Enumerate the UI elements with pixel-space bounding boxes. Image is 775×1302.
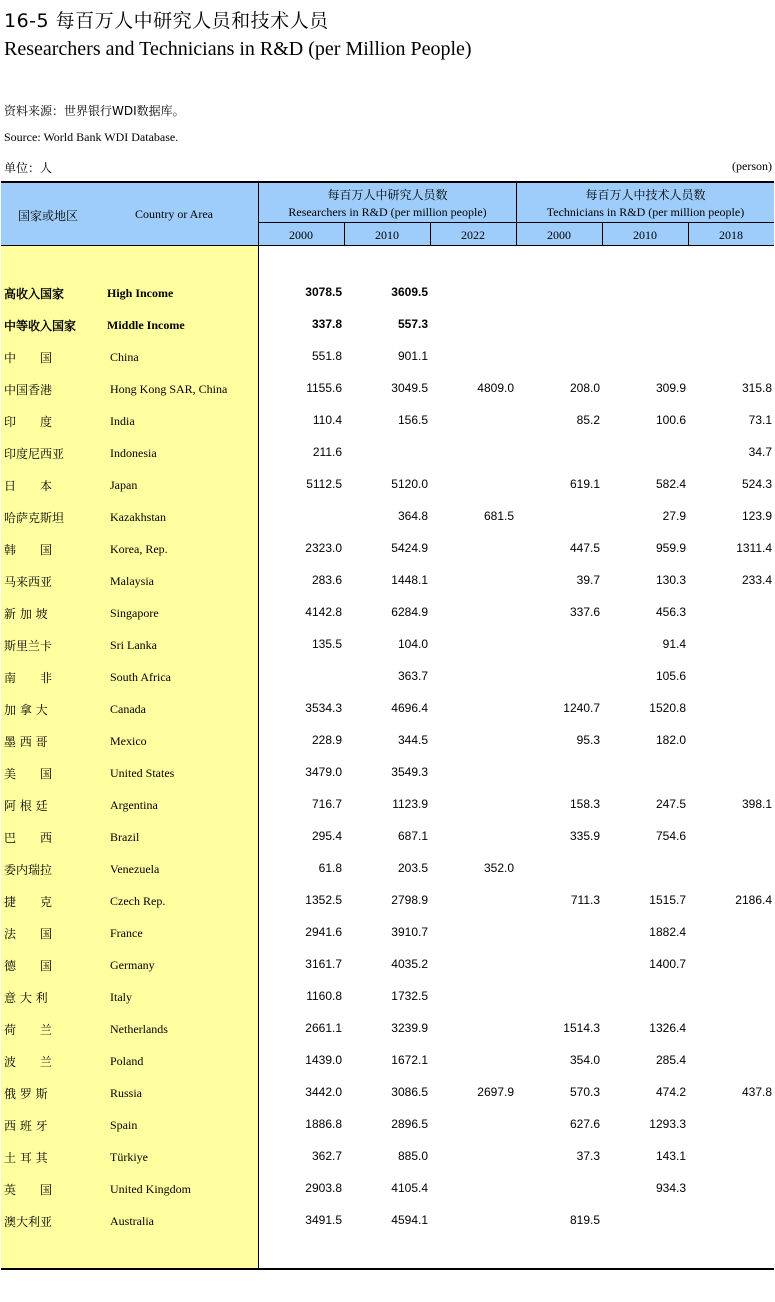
value-cell: 61.8 [318,861,342,875]
value-cell: 352.0 [483,861,514,875]
country-name-cn: 中 国 [4,351,53,365]
value-cell: 4105.4 [391,1181,428,1195]
value-cell: 364.8 [397,509,428,523]
value-cell: 959.9 [655,541,686,555]
header-researchers-cn: 每百万人中研究人员数 [327,188,448,202]
table-row [0,342,775,374]
value-cell: 1400.7 [649,957,686,971]
country-name-cn: 捷 克 [4,895,53,909]
value-cell: 3239.9 [391,1021,428,1035]
table-row [0,1014,775,1046]
table-row [0,726,775,758]
country-name-en: France [110,926,143,940]
country-name-en: India [110,414,135,428]
table-row [0,598,775,630]
country-name-cn: 日 本 [4,479,53,493]
table-row [0,1046,775,1078]
value-cell: 2697.9 [477,1085,514,1099]
country-name-cn: 巴 西 [4,831,53,845]
value-cell: 3086.5 [391,1085,428,1099]
value-cell: 337.6 [569,605,600,619]
country-name-cn: 印度尼西亚 [4,447,65,461]
table-row [0,502,775,534]
value-cell: 335.9 [569,829,600,843]
table-row [0,406,775,438]
table-row [0,438,775,470]
value-cell: 398.1 [741,797,772,811]
value-cell: 1886.8 [305,1117,342,1131]
country-name-cn: 法 国 [4,927,53,941]
country-name-en: Malaysia [110,574,154,588]
value-cell: 1882.4 [649,925,686,939]
value-cell: 819.5 [569,1213,600,1227]
value-cell: 285.4 [655,1053,686,1067]
value-cell: 6284.9 [391,605,428,619]
table-row [0,1206,775,1238]
country-name-cn: 澳大利亚 [4,1215,53,1229]
country-name-cn: 委内瑞拉 [4,863,53,877]
country-name-en: Venezuela [110,862,160,876]
value-cell: 211.6 [312,445,342,459]
header-year: 2010 [633,228,657,242]
country-name-cn: 南 非 [4,671,53,685]
table-row [0,1142,775,1174]
value-cell: 1326.4 [649,1021,686,1035]
value-cell: 5424.9 [391,541,428,555]
value-cell: 3534.3 [305,701,342,715]
country-name-en: Australia [110,1214,154,1228]
value-cell: 1160.8 [306,989,342,1003]
table-row [0,374,775,406]
value-cell: 3049.5 [391,381,428,395]
value-cell: 123.9 [741,509,772,523]
table-top-border [1,181,774,183]
value-cell: 437.8 [741,1085,772,1099]
country-name-cn: 俄 罗 斯 [4,1087,48,1101]
value-cell: 3078.5 [305,285,342,299]
table-row [0,278,775,310]
value-cell: 557.3 [397,317,428,331]
table-row [0,790,775,822]
value-cell: 295.4 [311,829,342,843]
value-cell: 91.4 [662,637,686,651]
value-cell: 1732.5 [391,989,428,1003]
country-name-en: Middle Income [107,318,185,332]
header-bottom-border [1,245,774,246]
table-row [0,1174,775,1206]
value-cell: 100.6 [655,413,686,427]
value-cell: 3910.7 [391,925,428,939]
value-cell: 1672.1 [391,1053,428,1067]
table-row [0,1110,775,1142]
country-name-en: China [110,350,139,364]
country-name-cn: 加 拿 大 [4,703,48,717]
country-name-cn: 斯里兰卡 [4,639,53,653]
value-cell: 1240.7 [563,701,600,715]
country-name-cn: 美 国 [4,767,53,781]
value-cell: 37.3 [576,1149,600,1163]
value-cell: 2661.1 [305,1021,342,1035]
value-cell: 3161.7 [305,957,342,971]
country-name-en: Netherlands [110,1022,168,1036]
page-title-cn: 16-5 每百万人中研究人员和技术人员 [4,10,329,32]
country-name-en: Kazakhstan [110,510,166,524]
value-cell: 524.3 [741,477,772,491]
header-year: 2000 [547,228,571,242]
table-row [0,982,775,1014]
value-cell: 110.4 [312,413,342,427]
table-row [0,822,775,854]
value-cell: 1520.8 [649,701,686,715]
value-cell: 627.6 [569,1117,600,1131]
header-technicians-group [517,186,774,220]
value-cell: 5112.5 [306,477,342,491]
value-cell: 362.7 [311,1149,342,1163]
value-cell: 105.6 [655,669,686,683]
value-cell: 582.4 [655,477,686,491]
country-name-en: Canada [110,702,146,716]
value-cell: 3491.5 [305,1213,342,1227]
value-cell: 1123.9 [392,797,428,811]
value-cell: 474.2 [655,1085,686,1099]
value-cell: 315.8 [741,381,772,395]
header-technicians-cn: 每百万人中技术人员数 [585,188,706,202]
value-cell: 4142.8 [305,605,342,619]
unit-label-cn: 单位：人 [4,161,53,175]
country-name-cn: 墨 西 哥 [4,735,48,749]
value-cell: 1515.7 [649,893,686,907]
value-cell: 158.3 [569,797,600,811]
value-cell: 456.3 [655,605,686,619]
country-name-en: Mexico [110,734,147,748]
value-cell: 3549.3 [391,765,428,779]
value-cell: 1514.3 [563,1021,600,1035]
value-cell: 73.1 [748,413,772,427]
value-cell: 104.0 [397,637,428,651]
value-cell: 4809.0 [477,381,514,395]
country-name-en: United States [110,766,175,780]
country-name-cn: 波 兰 [4,1055,53,1069]
header-researchers-group [259,186,516,220]
value-cell: 619.1 [569,477,600,491]
country-name-en: Spain [110,1118,138,1132]
header-country-en: Country or Area [135,207,213,221]
value-cell: 363.7 [397,669,428,683]
header-researchers-en: Researchers in R&D (per million people) [288,205,487,219]
table-row [0,662,775,694]
value-cell: 4035.2 [391,957,428,971]
value-cell: 1155.6 [306,381,342,395]
table-row [0,534,775,566]
value-cell: 687.1 [397,829,428,843]
country-name-cn: 土 耳 其 [4,1151,48,1165]
value-cell: 570.3 [569,1085,600,1099]
table-row [0,854,775,886]
value-cell: 1448.1 [391,573,428,587]
table-row [0,310,775,342]
value-cell: 228.9 [311,733,342,747]
country-name-en: Poland [110,1054,144,1068]
value-cell: 3609.5 [391,285,428,299]
country-name-cn: 英 国 [4,1183,53,1197]
country-name-cn: 西 班 牙 [4,1119,48,1133]
country-name-cn: 德 国 [4,959,53,973]
value-cell: 156.5 [397,413,428,427]
country-name-en: Italy [110,990,132,1004]
value-cell: 681.5 [483,509,514,523]
value-cell: 2903.8 [305,1181,342,1195]
table-row [0,918,775,950]
country-name-cn: 高收入国家 [4,287,65,301]
value-cell: 711.3 [570,893,600,907]
value-cell: 934.3 [655,1181,686,1195]
value-cell: 1439.0 [305,1053,342,1067]
header-technicians-en: Technicians in R&D (per million people) [546,205,745,219]
value-cell: 2323.0 [305,541,342,555]
table-row [0,758,775,790]
value-cell: 27.9 [662,509,686,523]
value-cell: 354.0 [569,1053,600,1067]
table-row [0,694,775,726]
country-name-en: Türkiye [110,1150,148,1164]
value-cell: 247.5 [655,797,686,811]
country-name-en: Brazil [110,830,140,844]
country-name-cn: 韩 国 [4,543,53,557]
value-cell: 182.0 [655,733,686,747]
value-cell: 1311.4 [736,541,772,555]
table-row [0,566,775,598]
country-name-cn: 新 加 坡 [4,607,48,621]
country-name-en: Sri Lanka [110,638,157,652]
country-name-en: Indonesia [110,446,157,460]
country-name-en: Russia [110,1086,143,1100]
value-cell: 1352.5 [305,893,342,907]
country-name-en: High Income [107,286,174,300]
table-row [0,470,775,502]
country-name-en: Korea, Rep. [110,542,168,556]
table-row [0,886,775,918]
table-row [0,630,775,662]
country-name-en: Hong Kong SAR, China [110,382,228,396]
source-note-en: Source: World Bank WDI Database. [4,130,179,144]
value-cell: 85.2 [576,413,600,427]
value-cell: 39.7 [576,573,600,587]
unit-label-en: (person) [732,159,772,173]
country-name-en: South Africa [110,670,171,684]
value-cell: 885.0 [397,1149,428,1163]
value-cell: 130.3 [655,573,686,587]
value-cell: 309.9 [655,381,686,395]
country-name-cn: 中等收入国家 [4,319,77,333]
country-name-en: Japan [110,478,138,492]
country-name-cn: 印 度 [4,415,53,429]
table-row [0,1078,775,1110]
value-cell: 5120.0 [391,477,428,491]
value-cell: 233.4 [741,573,772,587]
value-cell: 135.5 [311,637,342,651]
country-name-cn: 阿 根 廷 [4,799,48,813]
value-cell: 754.6 [655,829,686,843]
value-cell: 95.3 [576,733,600,747]
header-year: 2010 [375,228,399,242]
value-cell: 716.7 [311,797,342,811]
value-cell: 901.1 [397,349,428,363]
header-year: 2018 [719,228,743,242]
value-cell: 203.5 [397,861,428,875]
value-cell: 3479.0 [305,765,342,779]
value-cell: 337.8 [311,317,342,331]
header-year: 2022 [461,228,485,242]
country-name-en: Germany [110,958,155,972]
page-title-en: Researchers and Technicians in R&D (per Million People) [4,38,472,60]
value-cell: 3442.0 [305,1085,342,1099]
value-cell: 4594.1 [391,1213,428,1227]
value-cell: 447.5 [569,541,600,555]
value-cell: 34.7 [748,445,772,459]
source-note-cn: 资料来源：世界银行WDI数据库。 [4,104,185,118]
country-name-cn: 荷 兰 [4,1023,53,1037]
value-cell: 2896.5 [391,1117,428,1131]
value-cell: 2798.9 [391,893,428,907]
country-name-en: Argentina [110,798,158,812]
country-name-en: Singapore [110,606,159,620]
value-cell: 208.0 [569,381,600,395]
value-cell: 283.6 [311,573,342,587]
value-cell: 1293.3 [649,1117,686,1131]
table-row [0,950,775,982]
country-name-en: United Kingdom [110,1182,191,1196]
value-cell: 4696.4 [391,701,428,715]
header-year: 2000 [289,228,313,242]
value-cell: 143.1 [655,1149,686,1163]
country-name-cn: 意 大 利 [4,991,48,1005]
country-name-cn: 中国香港 [4,383,53,397]
country-name-en: Czech Rep. [110,894,166,908]
value-cell: 2941.6 [305,925,342,939]
country-name-cn: 哈萨克斯坦 [4,511,65,525]
value-cell: 344.5 [397,733,428,747]
table-bottom-border [1,1268,774,1270]
header-country-cn: 国家或地区 [18,209,79,223]
country-name-cn: 马来西亚 [4,575,53,589]
value-cell: 2186.4 [735,893,772,907]
value-cell: 551.8 [311,349,342,363]
